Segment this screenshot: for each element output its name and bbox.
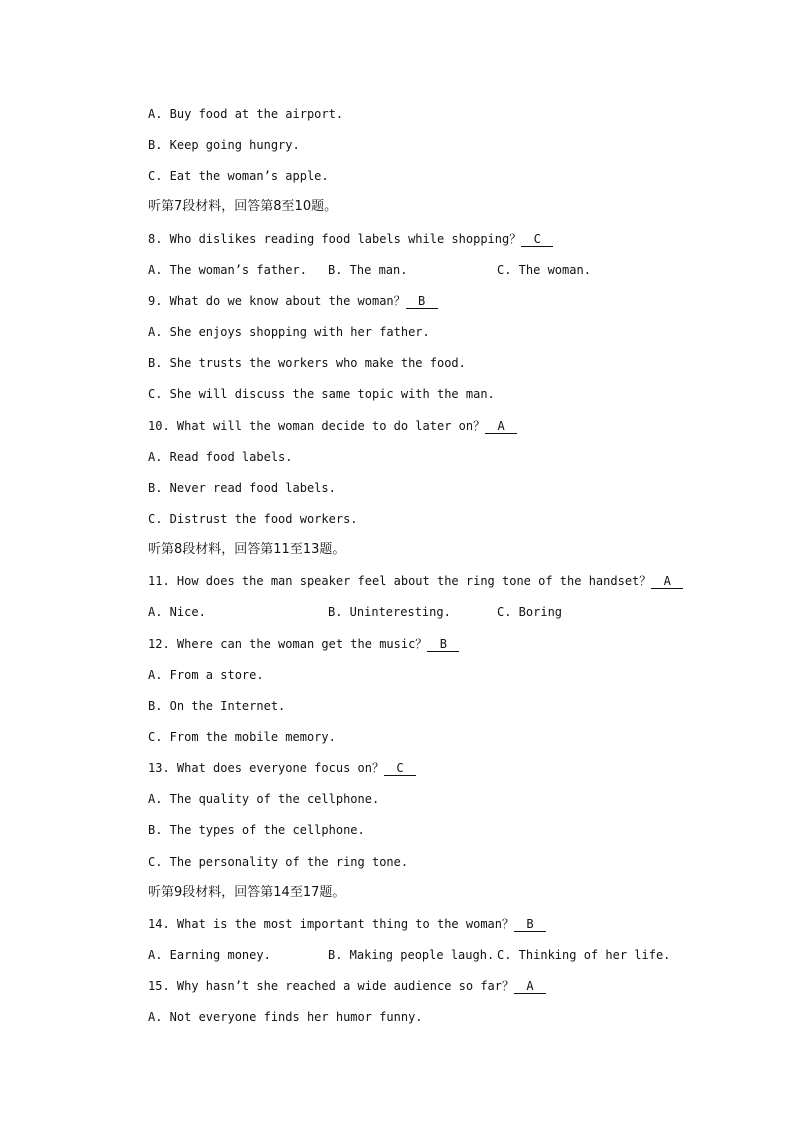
option-item: B. Uninteresting. (328, 605, 451, 619)
option-item: A. The woman’s father. (148, 263, 307, 277)
option-row (148, 604, 708, 620)
option-item: C. The woman. (497, 263, 591, 277)
option-line: A. She enjoys shopping with her father. (148, 325, 430, 339)
question (148, 636, 459, 652)
question-text: 14. What is the most important thing to the woman？ (148, 917, 515, 931)
answer-blank: A (485, 420, 517, 434)
question (148, 573, 683, 589)
option-line: A. Not everyone finds her humor funny. (148, 1010, 423, 1024)
question (148, 418, 517, 434)
question-text: 8. Who dislikes reading food labels while shopping？ (148, 232, 522, 246)
option-line: C. Distrust the food workers. (148, 512, 358, 526)
question (148, 760, 416, 776)
option-line: A. The quality of the cellphone. (148, 792, 380, 806)
option-line: B. On the Internet. (148, 699, 286, 713)
answer-blank: A (651, 575, 683, 589)
option-line: B. The types of the cellphone. (148, 823, 365, 837)
option-item: B. The man. (328, 263, 408, 277)
section-heading: 听第9段材料，回答第14至17题。 (148, 885, 346, 900)
option-line: C. She will discuss the same topic with the man. (148, 387, 495, 401)
answer-blank: B (406, 295, 438, 309)
option-line: B. Keep going hungry. (148, 138, 300, 152)
option-line: C. From the mobile memory. (148, 730, 336, 744)
question-text: 9. What do we know about the woman？ (148, 294, 406, 308)
option-item: C. Thinking of her life. (497, 948, 671, 962)
option-line: A. From a store. (148, 668, 264, 682)
question-text: 11. How does the man speaker feel about the ring tone of the handset？ (148, 574, 652, 588)
question-text: 15. Why hasn’t she reached a wide audience so far？ (148, 979, 515, 993)
question (148, 978, 546, 994)
option-line: A. Buy food at the airport. (148, 107, 344, 121)
section-heading: 听第8段材料，回答第11至13题。 (148, 542, 346, 557)
question-text: 12. Where can the woman get the music？ (148, 637, 428, 651)
option-line: B. Never read food labels. (148, 481, 336, 495)
option-line: C. Eat the woman’s apple. (148, 169, 329, 183)
question (148, 293, 438, 309)
question-text: 10. What will the woman decide to do later on？ (148, 419, 486, 433)
option-item: A. Earning money. (148, 948, 271, 962)
question (148, 916, 546, 932)
option-line: A. Read food labels. (148, 450, 293, 464)
answer-blank: A (514, 980, 546, 994)
answer-blank: C (384, 762, 416, 776)
section-heading: 听第7段材料，回答第8至10题。 (148, 199, 338, 214)
answer-blank: B (514, 918, 546, 932)
option-item: C. Boring (497, 605, 563, 619)
question-text: 13. What does everyone focus on？ (148, 761, 384, 775)
option-row (148, 262, 708, 278)
option-line: C. The personality of the ring tone. (148, 855, 409, 869)
answer-blank: B (427, 638, 459, 652)
option-line: B. She trusts the workers who make the food. (148, 356, 466, 370)
option-item: A. Nice. (148, 605, 206, 619)
option-row (148, 947, 708, 963)
question (148, 231, 553, 247)
answer-blank: C (521, 233, 553, 247)
option-item: B. Making people laugh. (328, 948, 495, 962)
